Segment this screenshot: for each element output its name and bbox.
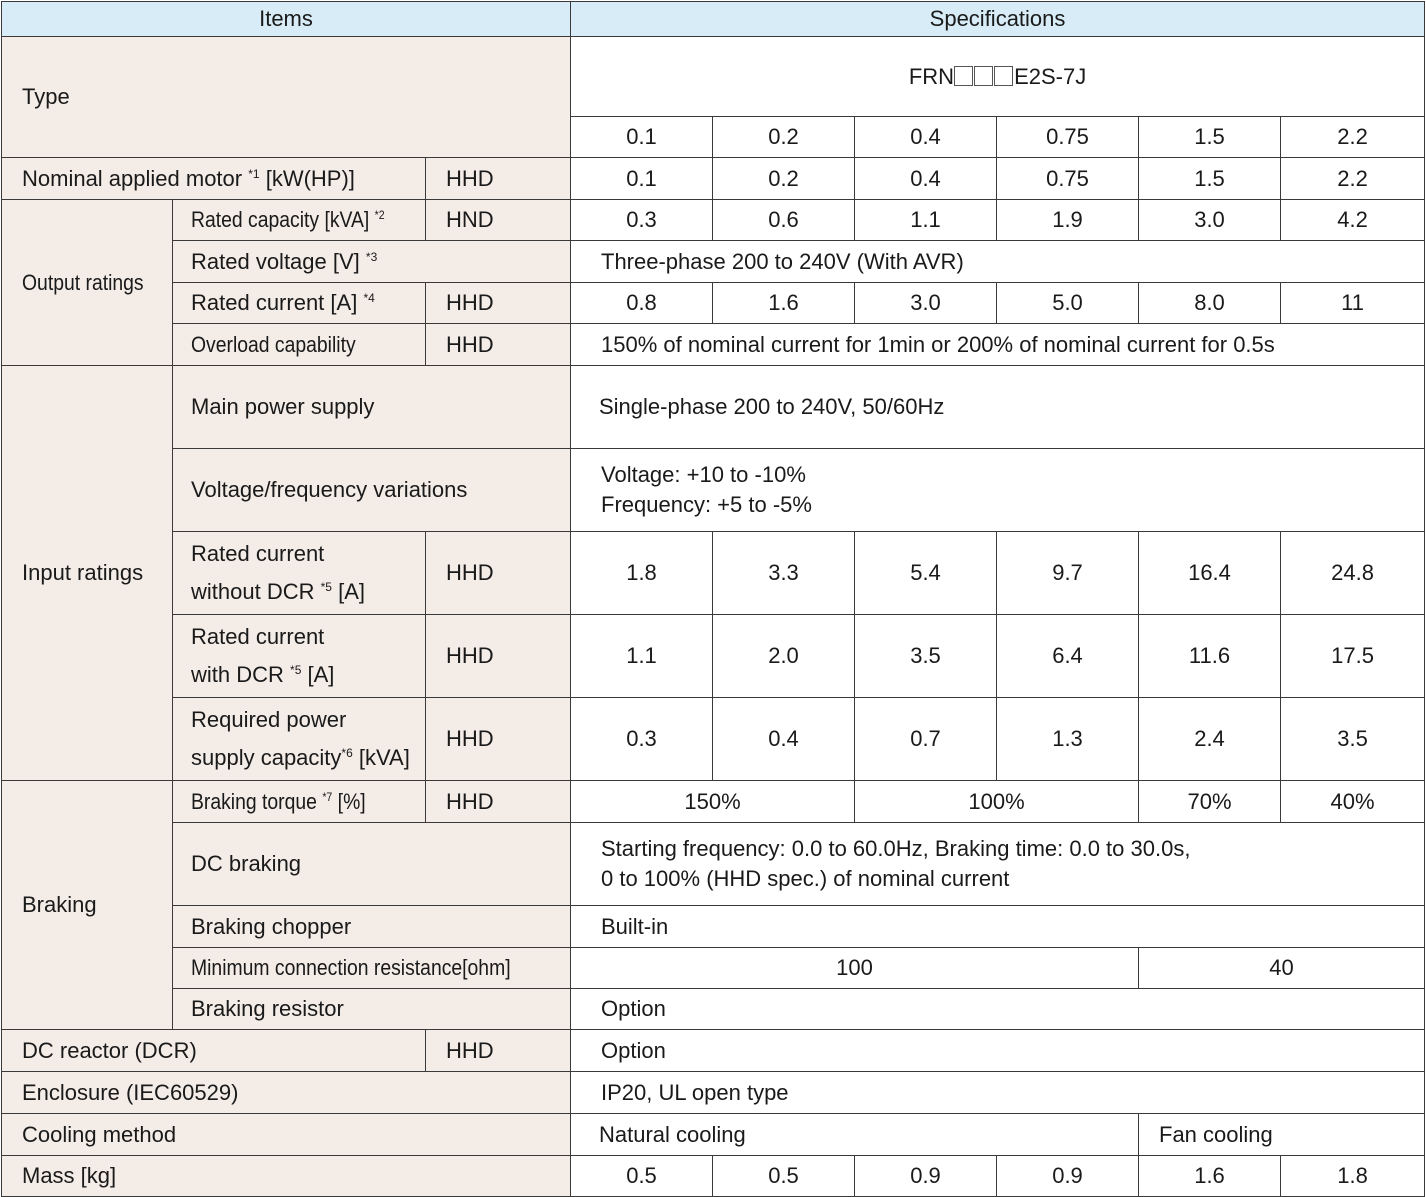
braking-resistor-row — [2, 989, 1425, 1030]
enclosure-value: IP20, UL open type — [571, 1072, 1425, 1114]
dc-braking-value: Starting frequency: 0.0 to 60.0Hz, Braking time: 0.0 to 30.0s, 0 to 100% (HHD spec.) of nominal current — [571, 823, 1425, 906]
value-cell: 1.6 — [1139, 1156, 1281, 1197]
value-cell: 5.0 — [997, 283, 1139, 324]
rated-voltage-label: Rated voltage [V] $^{*3}$ — [173, 241, 571, 283]
value-cell: 70% — [1139, 781, 1281, 823]
mass-row — [2, 1156, 1425, 1197]
main-power-label: Main power supply — [173, 366, 571, 449]
type-row — [2, 37, 1425, 117]
value-cell: 17.5 — [1281, 615, 1425, 698]
value-cell: 3.0 — [855, 283, 997, 324]
value-cell: 24.8 — [1281, 532, 1425, 615]
value-cell: 0.8 — [571, 283, 713, 324]
model-placeholder-box — [954, 66, 973, 86]
model-placeholder-box — [974, 66, 993, 86]
header-row — [2, 2, 1425, 37]
variations-value: Voltage: +10 to -10% Frequency: +5 to -5% — [571, 449, 1425, 532]
value-cell: 2.4 — [1139, 698, 1281, 781]
capacity-cell: 0.75 — [997, 117, 1139, 158]
value-cell: 1.8 — [571, 532, 713, 615]
value-cell: 0.4 — [713, 698, 855, 781]
braking-resistor-label: Braking resistor — [173, 989, 571, 1030]
mass-label: Mass [kg] — [2, 1156, 571, 1197]
value-cell: 5.4 — [855, 532, 997, 615]
duty-hhd: HHD — [426, 324, 571, 366]
current-no-dcr-row — [2, 532, 1425, 615]
value-cell: 9.7 — [997, 532, 1139, 615]
dc-braking-label: DC braking — [173, 823, 571, 906]
braking-chopper-label: Braking chopper — [173, 906, 571, 948]
value-cell: 1.1 — [571, 615, 713, 698]
rated-current-label: Rated current [A] $^{*4}$ — [173, 283, 426, 324]
braking-torque-label: Braking torque $^{*7}$ [%] — [173, 781, 426, 823]
capacity-cell: 1.5 — [1139, 117, 1281, 158]
output-ratings-label: Output ratings — [2, 200, 173, 366]
braking-torque-row — [2, 781, 1425, 823]
cooling-label: Cooling method — [2, 1114, 571, 1156]
duty-hhd: HHD — [426, 698, 571, 781]
supply-capacity-label: Required power supply capacity$^{*6}$ [kVA] — [173, 698, 426, 781]
value-cell: 0.7 — [855, 698, 997, 781]
items-header: Items — [2, 2, 571, 37]
rated-voltage-row — [2, 241, 1425, 283]
dc-reactor-row — [2, 1030, 1425, 1072]
specifications-header: Specifications — [571, 2, 1425, 37]
fan-cooling-value: Fan cooling — [1139, 1114, 1425, 1156]
dc-braking-row — [2, 823, 1425, 906]
value-cell: 40 — [1139, 948, 1425, 989]
current-dcr-row — [2, 615, 1425, 698]
supply-capacity-row — [2, 698, 1425, 781]
main-power-row — [2, 366, 1425, 449]
current-no-dcr-label: Rated current without DCR $^{*5}$ [A] — [173, 532, 426, 615]
variations-row — [2, 449, 1425, 532]
value-cell: 100% — [855, 781, 1139, 823]
min-resistance-label: Minimum connection resistance[ohm] — [173, 948, 571, 989]
overload-label: Overload capability — [173, 324, 426, 366]
capacity-cell: 2.2 — [1281, 117, 1425, 158]
rated-voltage-value: Three-phase 200 to 240V (With AVR) — [571, 241, 1425, 283]
nominal-motor-label: Nominal applied motor $^{*1}$ [kW(HP)] — [2, 158, 426, 200]
input-ratings-label: Input ratings — [2, 366, 173, 781]
rated-capacity-label: Rated capacity [kVA] $^{*2}$ — [173, 200, 426, 241]
value-cell: 11.6 — [1139, 615, 1281, 698]
duty-hnd: HND — [426, 200, 571, 241]
value-cell: 0.3 — [571, 698, 713, 781]
braking-chopper-value: Built-in — [571, 906, 1425, 948]
value-cell: 1.3 — [997, 698, 1139, 781]
value-cell: 2.0 — [713, 615, 855, 698]
value-cell: 3.0 — [1139, 200, 1281, 241]
value-cell: 0.1 — [571, 158, 713, 200]
value-cell: 8.0 — [1139, 283, 1281, 324]
model-prefix: FRN — [908, 63, 955, 89]
value-cell: 1.5 — [1139, 158, 1281, 200]
type-model — [571, 37, 1425, 117]
value-cell: 0.2 — [713, 158, 855, 200]
current-dcr-label: Rated current with DCR $^{*5}$ [A] — [173, 615, 426, 698]
value-cell: 16.4 — [1139, 532, 1281, 615]
rated-capacity-row — [2, 200, 1425, 241]
overload-value: 150% of nominal current for 1min or 200% of nominal current for 0.5s — [571, 324, 1425, 366]
value-cell: 1.9 — [997, 200, 1139, 241]
cooling-row — [2, 1114, 1425, 1156]
value-cell: 0.4 — [855, 158, 997, 200]
value-cell: 3.5 — [1281, 698, 1425, 781]
dc-reactor-label: DC reactor (DCR) — [2, 1030, 426, 1072]
duty-hhd: HHD — [426, 781, 571, 823]
duty-hhd: HHD — [426, 158, 571, 200]
value-cell: 0.9 — [855, 1156, 997, 1197]
type-label: Type — [2, 37, 571, 158]
value-cell: 6.4 — [997, 615, 1139, 698]
braking-chopper-row — [2, 906, 1425, 948]
value-cell: 2.2 — [1281, 158, 1425, 200]
braking-label: Braking — [2, 781, 173, 1030]
model-suffix: E2S-7J — [1014, 63, 1087, 89]
rated-current-row — [2, 283, 1425, 324]
specifications-table — [1, 1, 1425, 1197]
value-cell: 1.6 — [713, 283, 855, 324]
value-cell: 1.1 — [855, 200, 997, 241]
value-cell: 4.2 — [1281, 200, 1425, 241]
min-resistance-row — [2, 948, 1425, 989]
value-cell: 3.5 — [855, 615, 997, 698]
model-placeholder-box — [994, 66, 1013, 86]
value-cell: 1.8 — [1281, 1156, 1425, 1197]
value-cell: 3.3 — [713, 532, 855, 615]
duty-hhd: HHD — [426, 283, 571, 324]
value-cell: 0.5 — [713, 1156, 855, 1197]
capacity-cell: 0.4 — [855, 117, 997, 158]
natural-cooling-value: Natural cooling — [571, 1114, 1139, 1156]
duty-hhd: HHD — [426, 1030, 571, 1072]
enclosure-row — [2, 1072, 1425, 1114]
value-cell: 0.5 — [571, 1156, 713, 1197]
dc-reactor-value: Option — [571, 1030, 1425, 1072]
value-cell: 0.75 — [997, 158, 1139, 200]
duty-hhd: HHD — [426, 532, 571, 615]
capacity-cell: 0.1 — [571, 117, 713, 158]
variations-label: Voltage/frequency variations — [173, 449, 571, 532]
enclosure-label: Enclosure (IEC60529) — [2, 1072, 571, 1114]
value-cell: 0.3 — [571, 200, 713, 241]
value-cell: 100 — [571, 948, 1139, 989]
value-cell: 0.6 — [713, 200, 855, 241]
braking-resistor-value: Option — [571, 989, 1425, 1030]
value-cell: 150% — [571, 781, 855, 823]
main-power-value: Single-phase 200 to 240V, 50/60Hz — [571, 366, 1425, 449]
nominal-motor-row — [2, 158, 1425, 200]
value-cell: 40% — [1281, 781, 1425, 823]
value-cell: 0.9 — [997, 1156, 1139, 1197]
duty-hhd: HHD — [426, 615, 571, 698]
overload-row — [2, 324, 1425, 366]
capacity-cell: 0.2 — [713, 117, 855, 158]
value-cell: 11 — [1281, 283, 1425, 324]
